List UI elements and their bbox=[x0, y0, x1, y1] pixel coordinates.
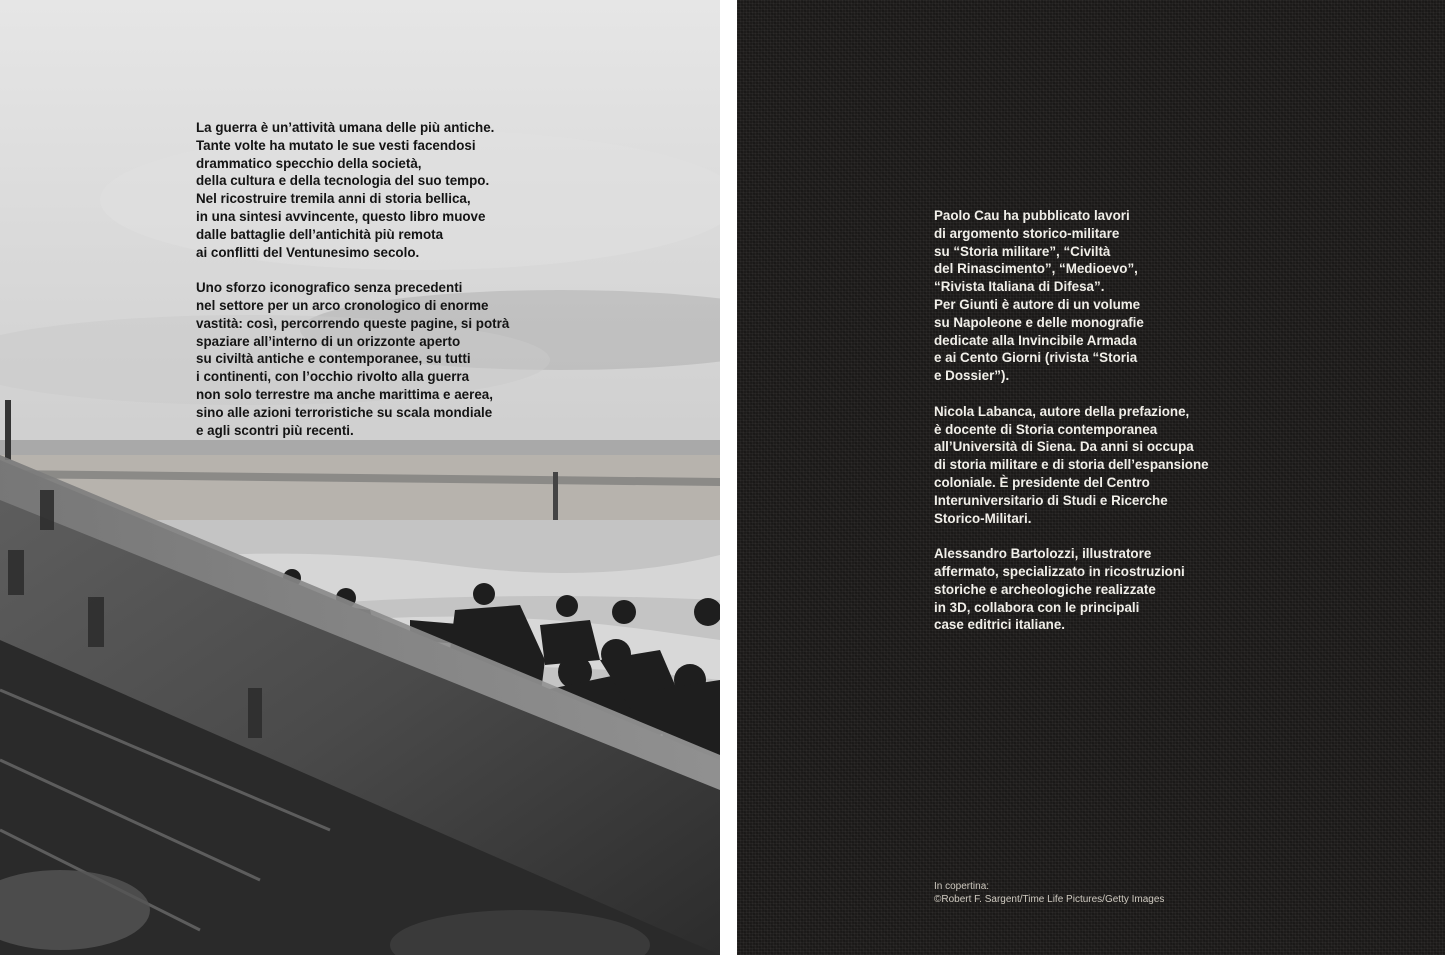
text-line: e ai Cento Giorni (rivista “Storia bbox=[934, 350, 1138, 366]
text-line: in una sintesi avvincente, questo libro muove bbox=[196, 208, 486, 224]
text-line: sino alle azioni terroristiche su scala mondiale bbox=[196, 404, 493, 420]
text-line: su civiltà antiche e contemporanee, su tutti bbox=[196, 351, 471, 367]
paragraph-gap bbox=[196, 261, 509, 279]
text-line: affermato, specializzato in ricostruzioni bbox=[934, 563, 1185, 579]
text-line: Alessandro Bartolozzi, illustratore bbox=[934, 546, 1152, 562]
text-line: ai conflitti del Ventunesimo secolo. bbox=[196, 244, 420, 260]
text-line: di argomento storico-militare bbox=[934, 225, 1120, 241]
text-line: è docente di Storia contemporanea bbox=[934, 421, 1158, 437]
text-line: “Rivista Italiana di Difesa”. bbox=[934, 279, 1105, 295]
text-line: Paolo Cau ha pubblicato lavori bbox=[934, 208, 1130, 223]
credit-label: In copertina: bbox=[934, 881, 990, 892]
text-line: Per Giunti è autore di un volume bbox=[934, 296, 1141, 312]
text-line: drammatico specchio della società, bbox=[196, 155, 422, 171]
text-line: all’Università di Siena. Da anni si occupa bbox=[934, 439, 1194, 455]
text-line: di storia militare e di storia dell’espansione bbox=[934, 457, 1209, 473]
text-line: Nicola Labanca, autore della prefazione, bbox=[934, 403, 1190, 419]
text-line: nel settore per un arco cronologico di enorme bbox=[196, 297, 489, 313]
credit-source: ©Robert F. Sargent/Time Life Pictures/Getty Images bbox=[934, 894, 1165, 905]
text-line: storiche e archeologiche realizzate bbox=[934, 581, 1156, 597]
text-line: della cultura e della tecnologia del suo tempo. bbox=[196, 173, 490, 189]
text-line: non solo terrestre ma anche marittima e aerea, bbox=[196, 386, 493, 402]
text-line: Interuniversitario di Studi e Ricerche bbox=[934, 492, 1168, 508]
text-line: dalle battaglie dell’antichità più remota bbox=[196, 226, 444, 242]
text-line: e agli scontri più recenti. bbox=[196, 422, 354, 438]
text-line: su Napoleone e delle monografie bbox=[934, 314, 1144, 330]
cover-credit bbox=[934, 880, 1164, 906]
text-line: e Dossier”). bbox=[934, 368, 1010, 384]
text-line: su “Storia militare”, “Civiltà bbox=[934, 243, 1111, 259]
paragraph-gap bbox=[934, 527, 1209, 545]
text-line: Uno sforzo iconografico senza precedenti bbox=[196, 280, 463, 296]
text-line: coloniale. È presidente del Centro bbox=[934, 474, 1150, 490]
paragraph-gap bbox=[934, 385, 1209, 403]
text-line: Tante volte ha mutato le sue vesti facendosi bbox=[196, 137, 476, 153]
text-line: case editrici italiane. bbox=[934, 617, 1065, 633]
text-line: spaziare all’interno di un orizzonte aperto bbox=[196, 333, 461, 349]
text-line: La guerra è un’attività umana delle più antiche. bbox=[196, 120, 495, 135]
text-line: i continenti, con l’occhio rivolto alla guerra bbox=[196, 369, 470, 385]
text-line: Storico-Militari. bbox=[934, 510, 1032, 526]
text-line: del Rinascimento”, “Medioevo”, bbox=[934, 261, 1138, 277]
text-line: in 3D, collabora con le principali bbox=[934, 599, 1140, 615]
left-page-text bbox=[196, 119, 509, 439]
author-bios bbox=[934, 207, 1209, 634]
text-line: vastità: così, percorrendo queste pagine, si potrà bbox=[196, 315, 510, 331]
text-line: Nel ricostruire tremila anni di storia bellica, bbox=[196, 191, 471, 207]
text-line: dedicate alla Invincibile Armada bbox=[934, 332, 1137, 348]
